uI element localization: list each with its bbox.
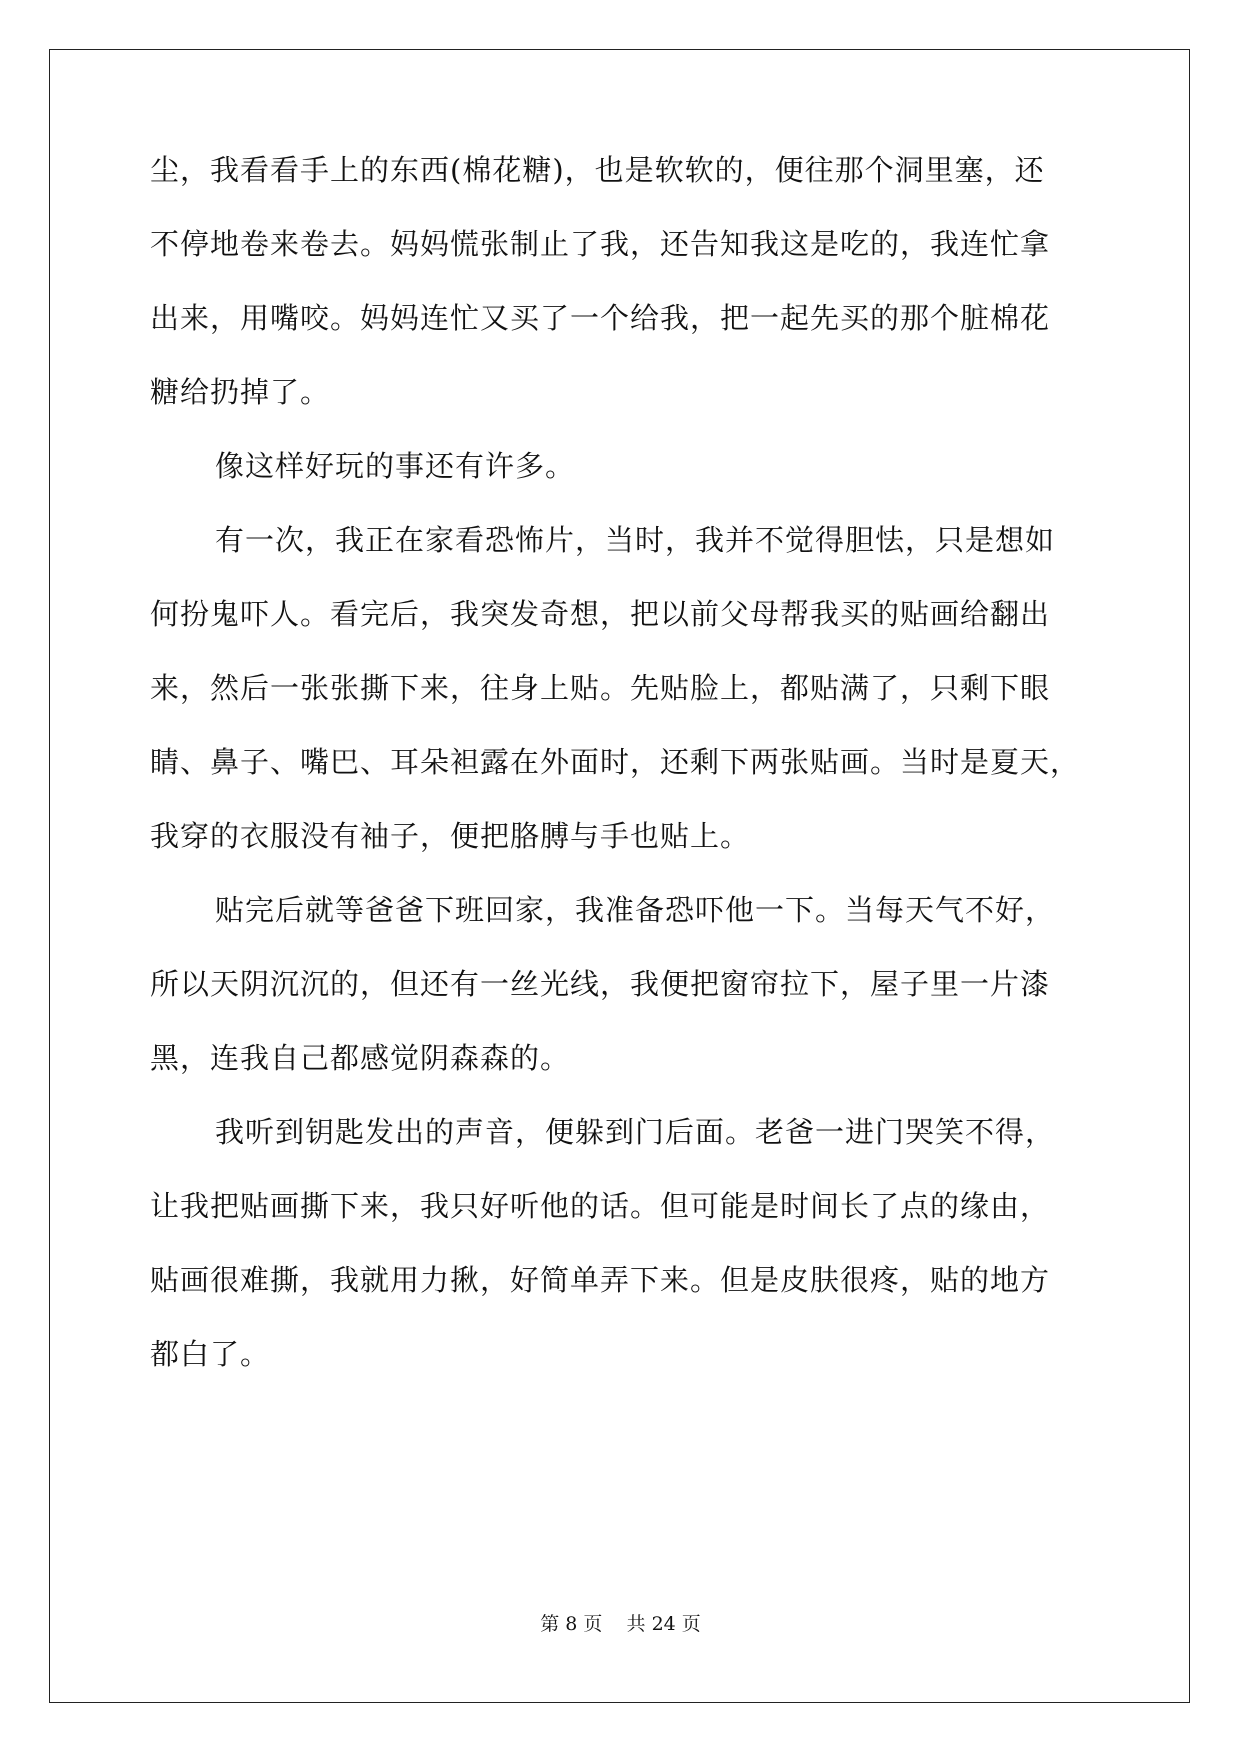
text-line-6: 有一次，我正在家看恐怖片，当时，我并不觉得胆怯，只是想如 — [215, 523, 1056, 557]
text-line-11: 贴完后就等爸爸下班回家，我准备恐吓他一下。当每天气不好， — [215, 893, 1056, 927]
text-line-9: 睛、鼻子、嘴巴、耳朵袒露在外面时，还剩下两张贴画。当时是夏天， — [150, 745, 1081, 779]
text-line-1: 尘，我看看手上的东西(棉花糖)，也是软软的，便往那个洞里塞，还 — [150, 153, 1045, 187]
text-line-2: 不停地卷来卷去。妈妈慌张制止了我，还告知我这是吃的，我连忙拿 — [150, 227, 1051, 261]
text-line-16: 贴画很难撕，我就用力揪，好简单弄下来。但是皮肤很疼，贴的地方 — [150, 1263, 1051, 1297]
text-line-13: 黑，连我自己都感觉阴森森的。 — [150, 1041, 571, 1075]
text-line-10: 我穿的衣服没有袖子，便把胳膊与手也贴上。 — [150, 819, 751, 853]
text-line-15: 让我把贴画撕下来，我只好听他的话。但可能是时间长了点的缘由， — [150, 1189, 1051, 1223]
text-line-5: 像这样好玩的事还有许多。 — [215, 449, 576, 483]
text-line-8: 来，然后一张张撕下来，往身上贴。先贴脸上，都贴满了，只剩下眼 — [150, 671, 1051, 705]
text-line-3: 出来，用嘴咬。妈妈连忙又买了一个给我，把一起先买的那个脏棉花 — [150, 301, 1051, 335]
text-line-4: 糖给扔掉了。 — [150, 375, 331, 409]
text-line-7: 何扮鬼吓人。看完后，我突发奇想，把以前父母帮我买的贴画给翻出 — [150, 597, 1051, 631]
page-number-footer: 第 8 页 共 24 页 — [540, 1613, 701, 1635]
page-border — [49, 49, 1190, 1703]
text-line-12: 所以天阴沉沉的，但还有一丝光线，我便把窗帘拉下，屋子里一片漆 — [150, 967, 1051, 1001]
text-line-17: 都白了。 — [150, 1337, 271, 1371]
text-line-14: 我听到钥匙发出的声音，便躲到门后面。老爸一进门哭笑不得， — [215, 1115, 1056, 1149]
